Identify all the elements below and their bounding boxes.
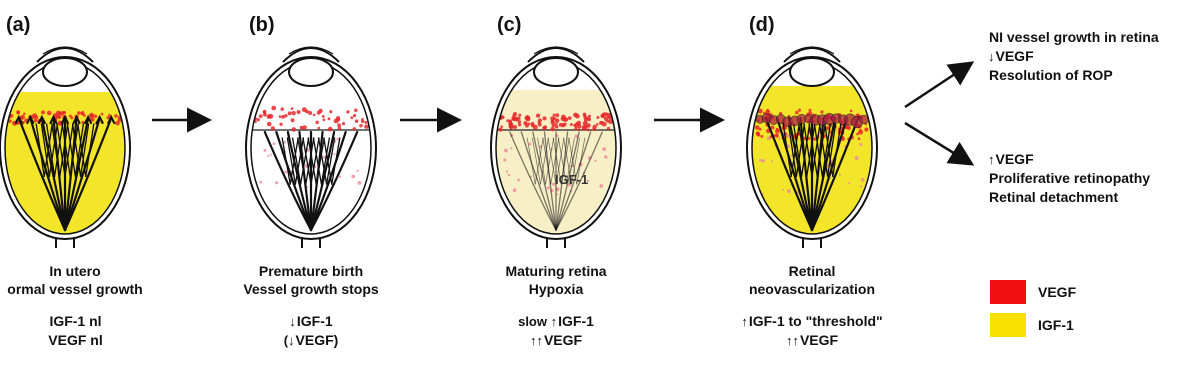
legend-vegf-label: VEGF — [1038, 284, 1077, 300]
panel-d-label: (d) — [749, 14, 775, 36]
outcome-good-line-1: NI vessel growth in retina — [989, 29, 1159, 45]
eye-d — [747, 47, 877, 248]
panel-c-marker-1: slow ↑IGF-1 — [518, 313, 594, 329]
legend-igf-swatch — [990, 313, 1026, 337]
panel-a-caption-line-1: In utero — [49, 263, 101, 279]
lens — [43, 58, 87, 86]
panel-d-caption-line-1: Retinal — [788, 263, 836, 279]
outcome-arrow-good — [905, 64, 970, 107]
eye-b — [246, 47, 376, 248]
panel-b-marker-1: ↓IGF-1 — [289, 313, 333, 329]
panel-c-caption-line-1: Maturing retina — [505, 263, 607, 279]
panel-b-caption-line-1: Premature birth — [258, 263, 364, 279]
outcome-good-line-3: Resolution of ROP — [989, 67, 1113, 83]
panel-b-caption-line-2: Vessel growth stops — [243, 281, 379, 297]
legend-vegf — [990, 280, 1076, 304]
panel-a-marker-1: IGF-1 nl — [49, 313, 102, 329]
outcome-good-line-2: ↓VEGF — [988, 48, 1034, 64]
outcome-good — [988, 28, 1159, 85]
panel-d-caption-line-2: neovascularization — [748, 281, 876, 297]
panel-a-caption-line-2: ormal vessel growth — [7, 281, 143, 297]
panel-c-caption — [486, 262, 626, 350]
legend-igf-label: IGF-1 — [1038, 317, 1074, 333]
outcome-bad-line-2: Proliferative retinopathy — [989, 170, 1151, 186]
legend-igf — [990, 313, 1074, 337]
panel-d-marker-1: ↑IGF-1 to "threshold" — [741, 313, 883, 329]
panel-b-caption — [236, 262, 386, 350]
outcome-bad — [988, 150, 1150, 207]
lens — [289, 58, 333, 86]
panel-b-label: (b) — [249, 14, 275, 36]
panel-a-caption — [0, 262, 150, 350]
eye-a — [0, 47, 130, 248]
outcome-bad-line-1: ↑VEGF — [988, 151, 1034, 167]
panel-c-caption-line-2: Hypoxia — [528, 281, 584, 297]
panel-a-marker-2: VEGF nl — [48, 332, 103, 348]
panel-b-marker-2: (↓VEGF) — [283, 332, 339, 348]
legend-vegf-swatch — [990, 280, 1026, 304]
lens — [534, 58, 578, 86]
panel-a-label: (a) — [6, 14, 31, 36]
panel-d-marker-2: ↑↑VEGF — [785, 332, 839, 348]
eye-c — [491, 47, 621, 248]
panel-c-inner-igf-label: IGF-1 — [555, 172, 589, 187]
panel-c-label: (c) — [497, 14, 522, 36]
outcome-bad-line-3: Retinal detachment — [989, 189, 1119, 205]
lens — [790, 58, 834, 86]
panel-d-caption — [722, 262, 902, 350]
outcome-arrow-bad — [905, 123, 970, 163]
panel-c-marker-2: ↑↑VEGF — [529, 332, 583, 348]
